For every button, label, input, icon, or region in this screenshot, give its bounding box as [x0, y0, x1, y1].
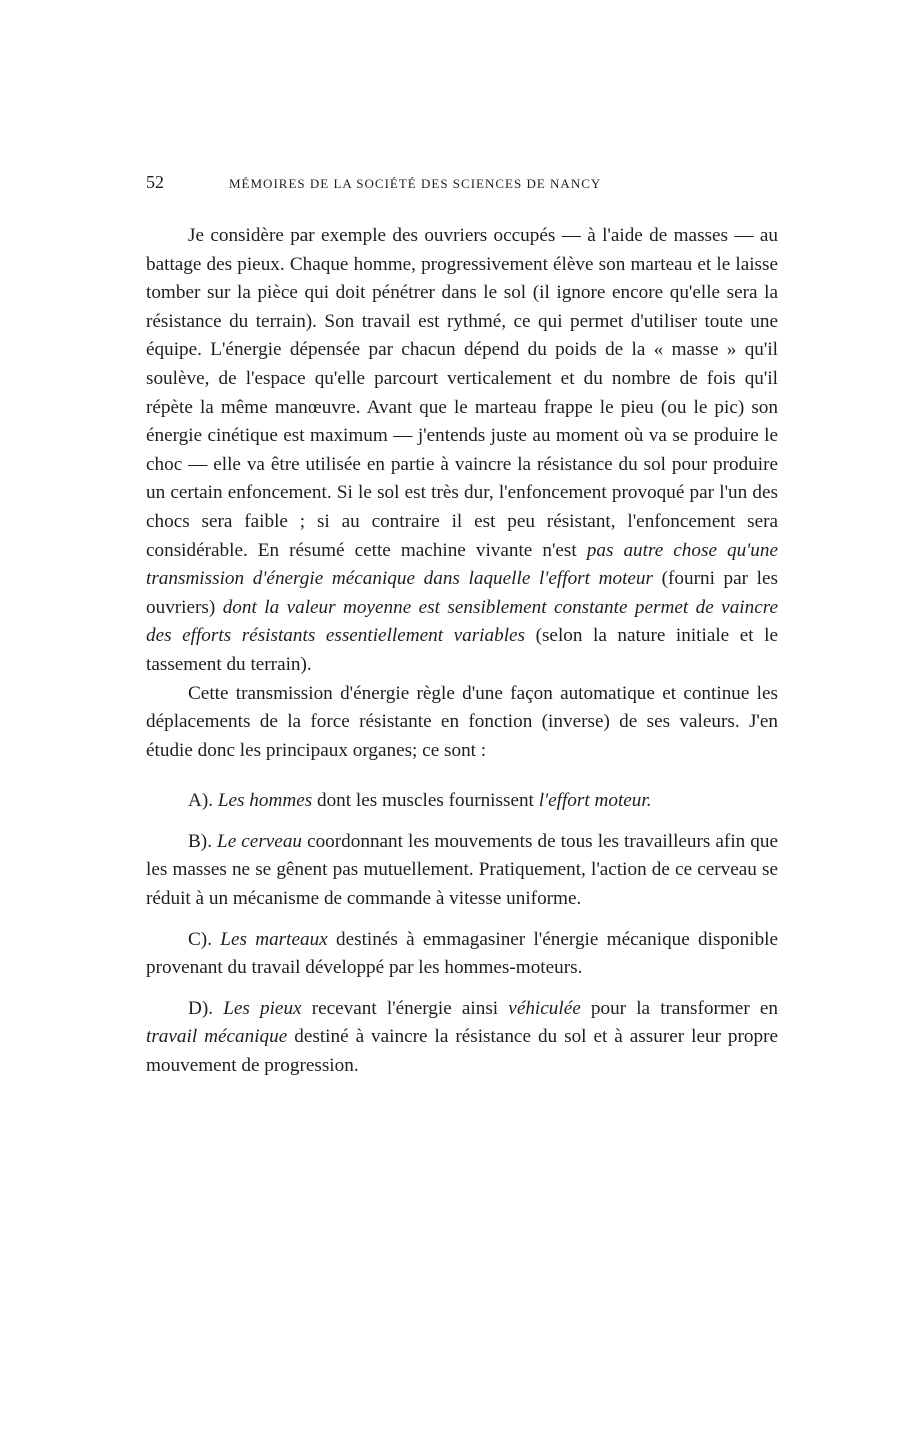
body-text: [146, 222, 778, 1081]
list-item-b: B). Le cerveau coordonnant les mouvements de tous les travailleurs afin que les masses ne se gênent pas mutuellement. Pratiquement, l'action de ce cerveau se réduit à un mécanisme de commande à vitesse uniforme.: [146, 830, 779, 910]
list-item-d: D). Les pieux recevant l'énergie ainsi véhiculée pour la transformer en travail mécanique destiné à vaincre la résistance du sol et à assurer leur propre mouvement de progression.: [146, 997, 778, 1077]
list-item-a: A). Les hommes dont les muscles fournissent l'effort moteur.: [188, 790, 652, 812]
paragraph-1: Je considère par exemple des ouvriers occupés — à l'aide de masses — au battage des pieux. Chaque homme, progressivement élève son marteau et le laisse tomber sur la pièce qui doit pénétrer dans le sol (il ignore encore qu'elle sera la résistance du terrain). Son travail est rythmé, ce qui permet d'utiliser toute une équipe. L'énergie dépensée par chacun dépend du poids de la « masse » qu'il soulève, de l'espace qu'elle parcourt verticalement et du nombre de fois qu'il répète la même manœuvre. Avant que le marteau frappe le pieu (ou le pic) son énergie cinétique est maximum — j'entends juste au moment où va se produire le choc — elle va être utilisée en partie à vaincre la résistance du sol pour produire un certain enfoncement. Si le sol est très dur, l'enfoncement provoqué par l'un des chocs sera faible ; si au contraire il est peu résistant, l'enfoncement sera considérable. En résumé cette machine vivante n'est pas autre chose qu'une transmission d'énergie mécanique dans laquelle l'effort moteur (fourni par les ouvriers) dont la valeur moyenne est sensiblement constante permet de vaincre des efforts résistants essentiellement variables (selon la nature initiale et le tassement du terrain).: [146, 225, 779, 675]
list-item-c: C). Les marteaux destinés à emmagasiner l'énergie mécanique disponible provenant du travail développé par les hommes-moteurs.: [146, 928, 779, 979]
page-header: [146, 172, 786, 196]
page-number: 52: [146, 172, 164, 192]
paragraph-2: Cette transmission d'énergie règle d'une façon automatique et continue les déplacements de la force résistante en fonction (inverse) de ses valeurs. J'en étudie donc les principaux organes; ce sont :: [146, 682, 778, 761]
running-title: MÉMOIRES DE LA SOCIÉTÉ DES SCIENCES DE NANCY: [229, 176, 602, 191]
